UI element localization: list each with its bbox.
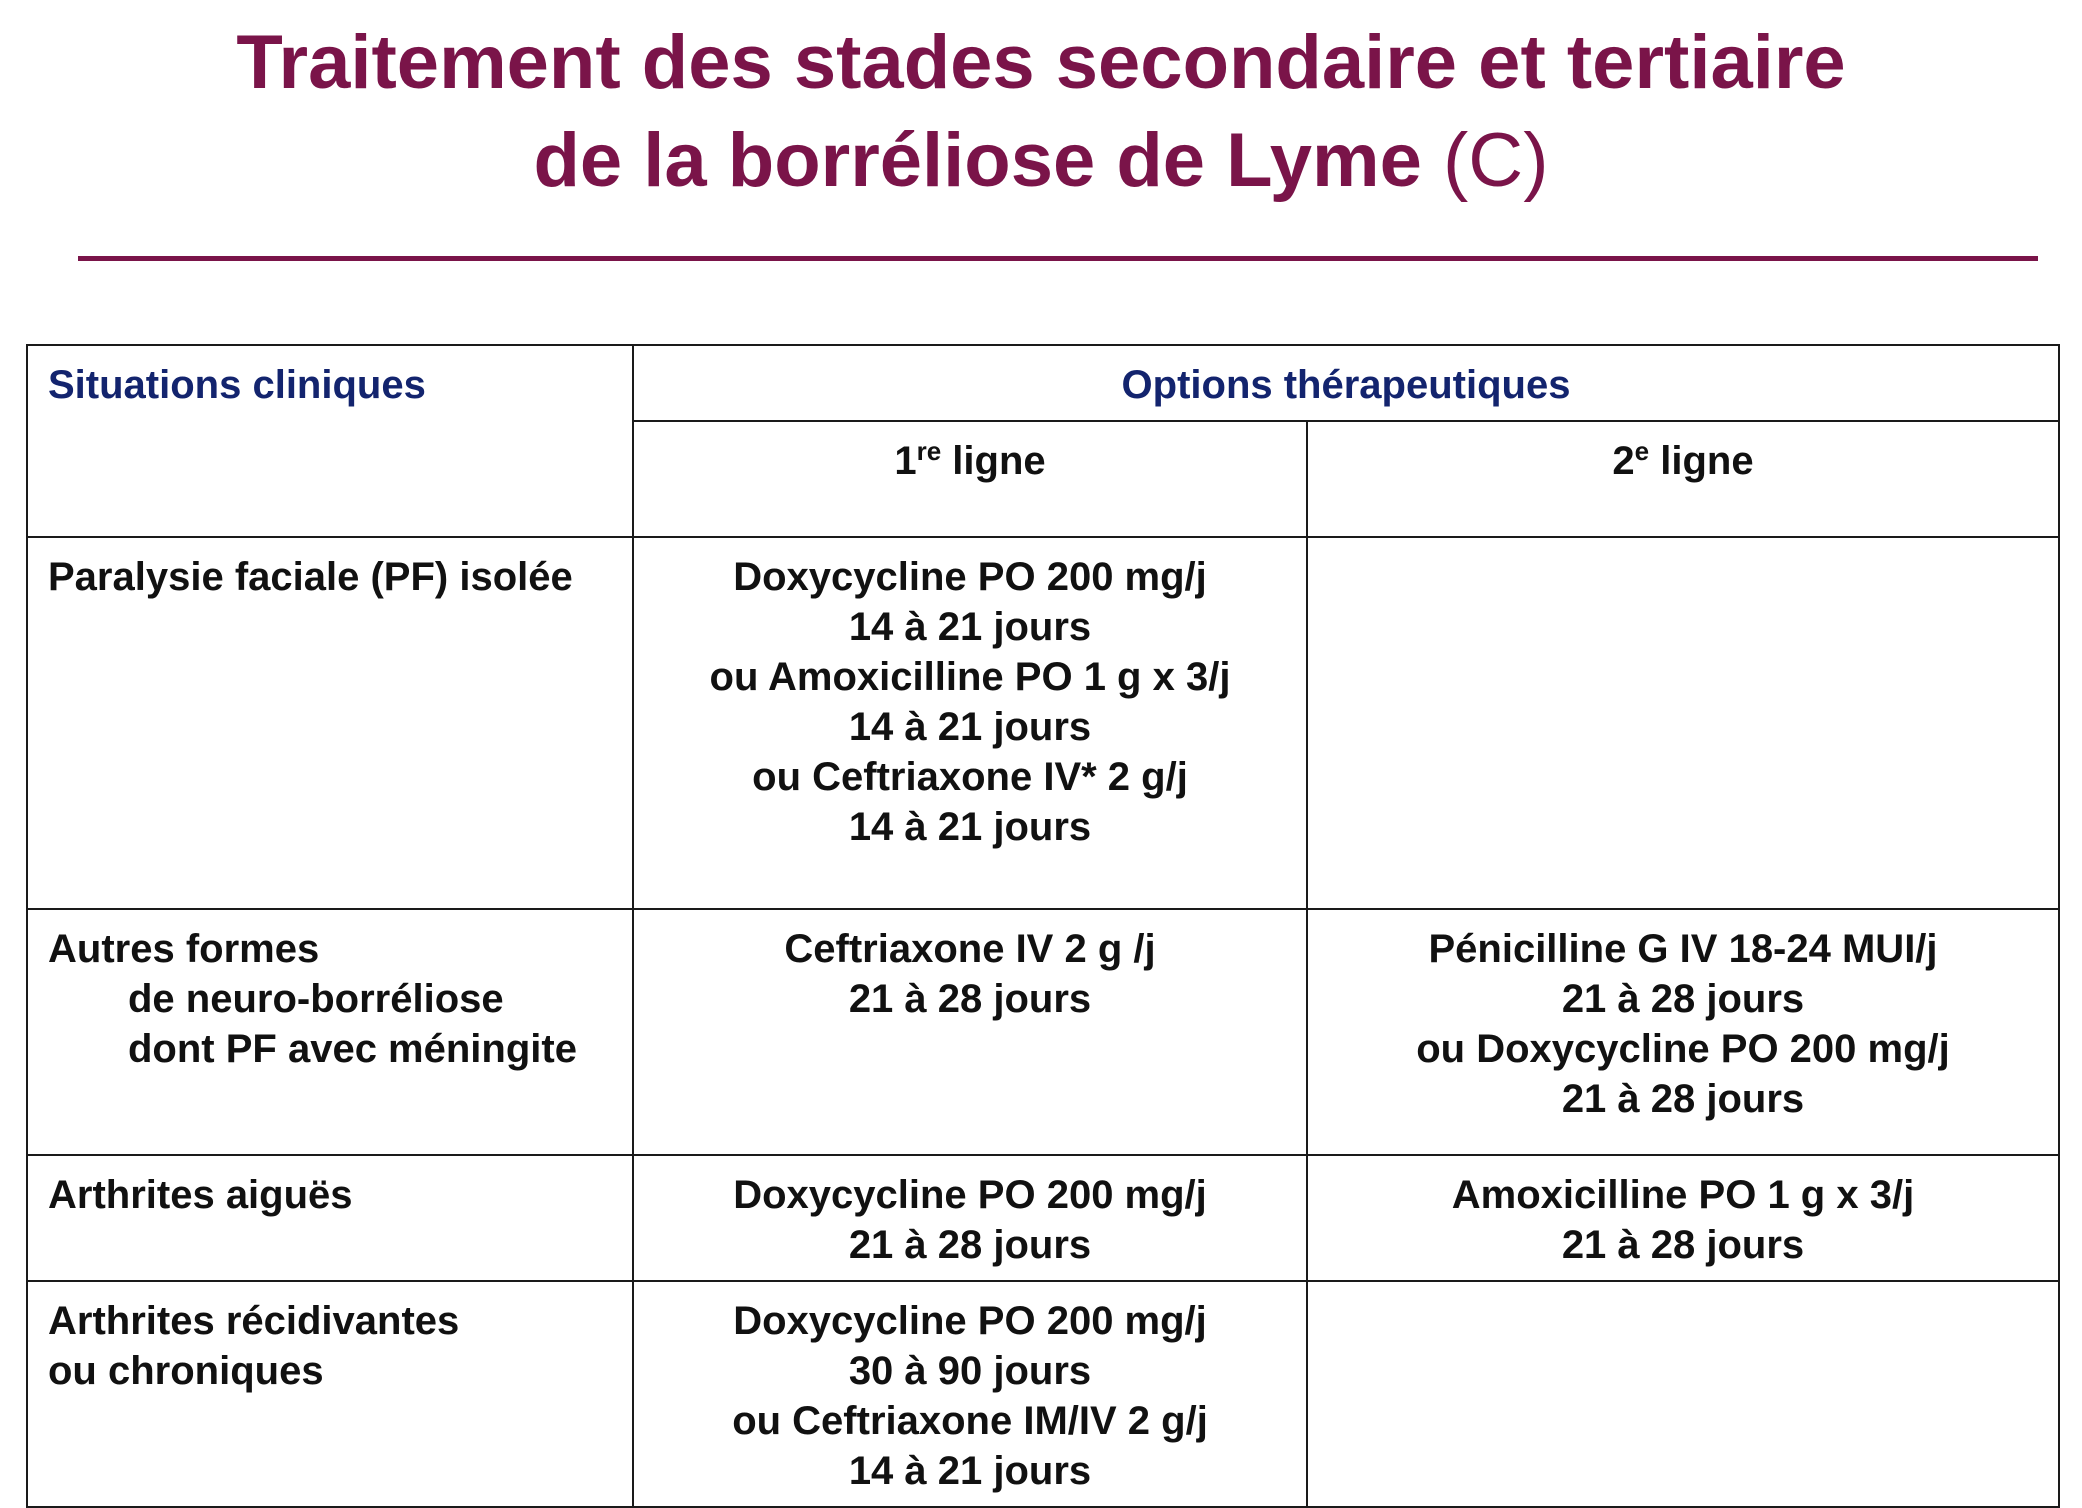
title-divider <box>78 256 2038 261</box>
table-row <box>27 1155 2059 1281</box>
title-grade: (C) <box>1443 118 1549 203</box>
second-line-text: 21 à 28 jours <box>1561 1077 1805 1121</box>
second-line-cell <box>1307 1281 2059 1507</box>
situation-text: Arthrites récidivantes <box>48 1299 460 1343</box>
first-line-text: 14 à 21 jours <box>848 705 1092 749</box>
page-title <box>0 14 2082 210</box>
first-line-superscript: re <box>916 436 942 466</box>
treatment-table <box>26 344 2060 1508</box>
header-options: Options thérapeutiques <box>633 345 2059 421</box>
situation-text: dont PF avec méningite <box>128 1027 577 1071</box>
first-line-text: Doxycycline PO 200 mg/j <box>733 1173 1207 1217</box>
first-line-cell <box>633 537 1307 909</box>
first-line-text: ou Amoxicilline PO 1 g x 3/j <box>709 655 1231 699</box>
second-line-cell <box>1307 537 2059 909</box>
second-line-text: 21 à 28 jours <box>1561 977 1805 1021</box>
situation-text: Arthrites aiguës <box>48 1173 353 1217</box>
situation-cell <box>27 909 633 1155</box>
second-line-label: ligne <box>1660 439 1754 483</box>
first-line-text: 21 à 28 jours <box>848 977 1092 1021</box>
table-row <box>27 537 2059 909</box>
first-line-text: Doxycycline PO 200 mg/j <box>733 1299 1207 1343</box>
first-line-text: 14 à 21 jours <box>848 805 1092 849</box>
second-line-text: ou Doxycycline PO 200 mg/j <box>1416 1027 1950 1071</box>
first-line-text: Ceftriaxone IV 2 g /j <box>784 927 1156 971</box>
title-line-2 <box>0 112 2082 210</box>
second-line-text: Amoxicilline PO 1 g x 3/j <box>1451 1173 1915 1217</box>
table-row <box>27 1281 2059 1507</box>
first-line-text: ou Ceftriaxone IV* 2 g/j <box>752 755 1188 799</box>
table-row <box>27 909 2059 1155</box>
first-line-text: 14 à 21 jours <box>848 1449 1092 1493</box>
second-line-cell <box>1307 1155 2059 1281</box>
second-line-number: 2 <box>1612 439 1635 483</box>
first-line-text: Doxycycline PO 200 mg/j <box>733 555 1207 599</box>
situation-text: Paralysie faciale (PF) isolée <box>48 555 573 599</box>
header-situations: Situations cliniques <box>27 345 633 537</box>
situation-text: de neuro-borréliose <box>128 977 504 1021</box>
first-line-cell <box>633 1281 1307 1507</box>
second-line-text: 21 à 28 jours <box>1561 1223 1805 1267</box>
situation-text: ou chroniques <box>48 1349 324 1393</box>
second-line-cell <box>1307 909 2059 1155</box>
first-line-text: ou Ceftriaxone IM/IV 2 g/j <box>732 1399 1208 1443</box>
first-line-number: 1 <box>894 439 917 483</box>
header-first-line <box>633 421 1307 537</box>
situation-cell <box>27 1155 633 1281</box>
header-row-1 <box>27 345 2059 421</box>
title-line-2-main: de la borréliose de Lyme <box>533 118 1422 203</box>
first-line-text: 30 à 90 jours <box>848 1349 1092 1393</box>
title-line-1: Traitement des stades secondaire et tertiaire <box>236 20 1846 105</box>
first-line-cell <box>633 1155 1307 1281</box>
situation-text: Autres formes <box>48 927 320 971</box>
situation-cell <box>27 537 633 909</box>
first-line-text: 14 à 21 jours <box>848 605 1092 649</box>
first-line-cell <box>633 909 1307 1155</box>
second-line-text: Pénicilline G IV 18-24 MUI/j <box>1428 927 1938 971</box>
second-line-superscript: e <box>1634 436 1650 466</box>
situation-cell <box>27 1281 633 1507</box>
first-line-text: 21 à 28 jours <box>848 1223 1092 1267</box>
header-second-line <box>1307 421 2059 537</box>
first-line-label: ligne <box>952 439 1046 483</box>
